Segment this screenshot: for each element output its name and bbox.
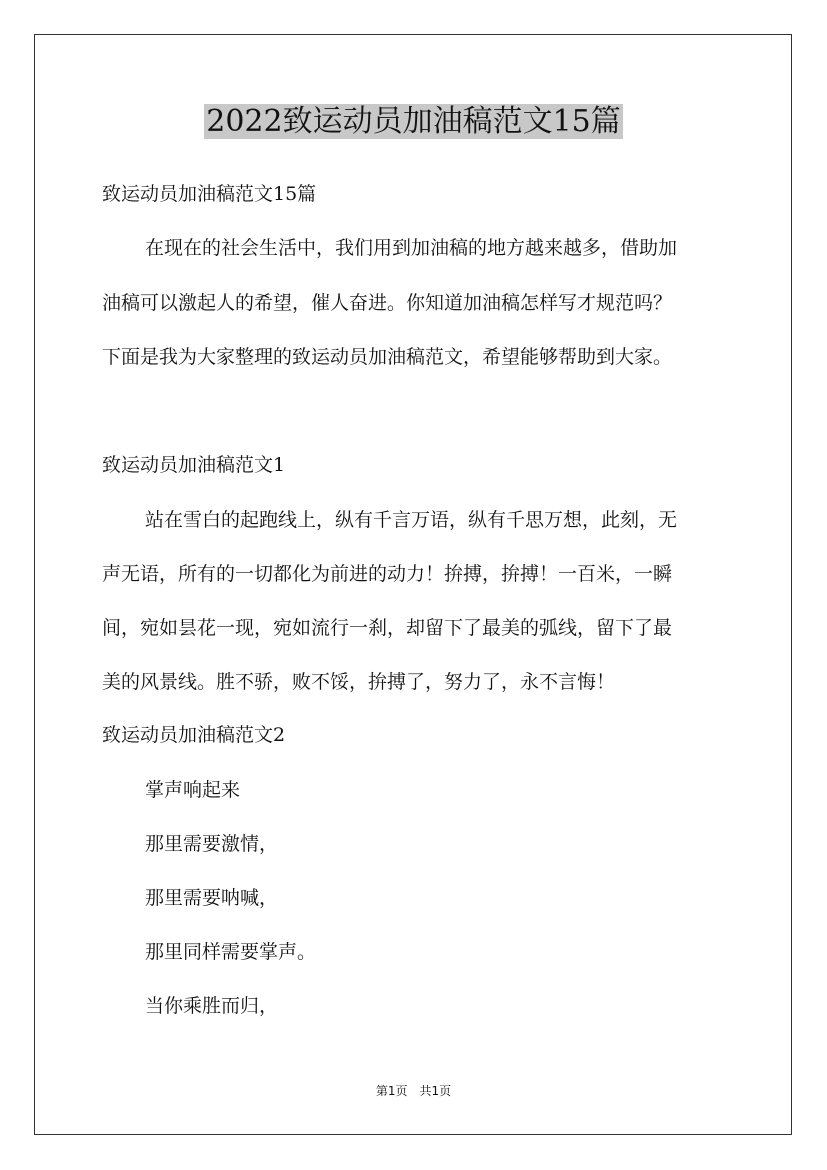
section1-paragraph-line: 声无语，所有的一切都化为前进的动力！拚搏，拚搏！一百米，一瞬 bbox=[102, 563, 673, 585]
section1-paragraph-line: 美的风景线。胜不骄，败不馁，拚搏了，努力了，永不言悔！ bbox=[102, 671, 616, 693]
page-number-footer: 第1页 共1页 bbox=[375, 1084, 452, 1098]
section1-paragraph-line: 站在雪白的起跑线上，纵有千言万语，纵有千思万想，此刻，无 bbox=[145, 509, 678, 531]
document-title: 2022致运动员加油稿范文15篇 bbox=[206, 104, 621, 139]
poem-line: 当你乘胜而归， bbox=[145, 995, 279, 1017]
poem-line: 掌声响起来 bbox=[145, 779, 241, 801]
section1-paragraph-line: 间，宛如昙花一现，宛如流行一刹，却留下了最美的弧线，留下了最 bbox=[102, 617, 673, 639]
intro-paragraph-line: 下面是我为大家整理的致运动员加油稿范文，希望能够帮助到大家。 bbox=[102, 346, 673, 368]
section2-heading: 致运动员加油稿范文2 bbox=[102, 724, 286, 746]
poem-line: 那里同样需要掌声。 bbox=[145, 941, 317, 963]
intro-paragraph-line: 在现在的社会生活中，我们用到加油稿的地方越来越多，借助加 bbox=[145, 237, 678, 259]
poem-line: 那里需要激情， bbox=[145, 833, 279, 855]
intro-paragraph-line: 油稿可以激起人的希望，催人奋进。你知道加油稿怎样写才规范吗？ bbox=[102, 292, 673, 314]
poem-line: 那里需要呐喊， bbox=[145, 887, 279, 909]
section1-heading: 致运动员加油稿范文1 bbox=[102, 454, 286, 476]
intro-heading: 致运动员加油稿范文15篇 bbox=[102, 183, 317, 205]
